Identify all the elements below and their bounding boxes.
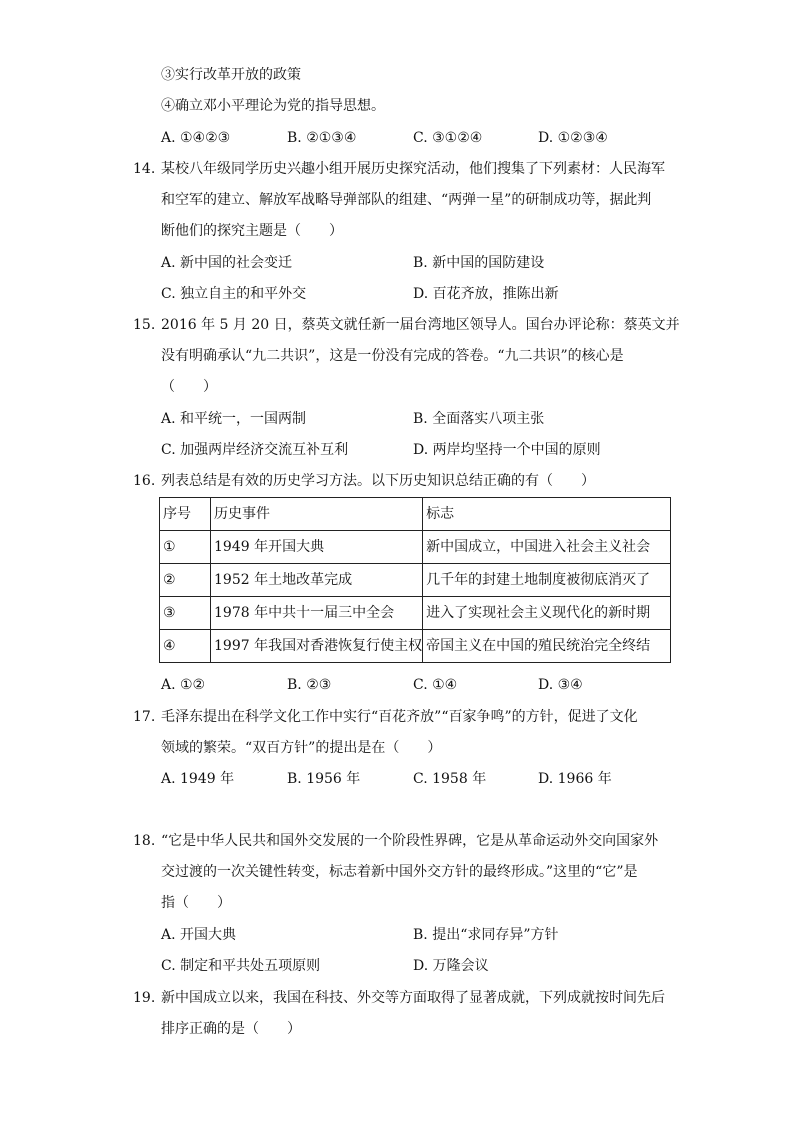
table-header-row <box>160 498 671 531</box>
table-cell: 1949 年开国大典 <box>211 531 423 564</box>
table-cell: 进入了实现社会主义现代化的新时期 <box>423 597 671 630</box>
question-text: 新中国成立以来，我国在科技、外交等方面取得了显著成就，下列成就按时间先后 <box>161 990 665 1006</box>
question-text: 列表总结是有效的历史学习方法。以下历史知识总结正确的有（ ） <box>161 473 595 489</box>
table-cell: ③ <box>160 597 211 630</box>
table-cell: 1952 年土地改革完成 <box>211 564 423 597</box>
question-number: 17. <box>133 709 156 725</box>
option-c: C. 1958 年 <box>413 771 487 787</box>
option-c: C. 加强两岸经济交流互补互利 <box>161 442 349 458</box>
question-text: 断他们的探究主题是（ ） <box>161 223 343 239</box>
question-number: 15. <box>133 317 156 333</box>
question-text: 没有明确承认“九二共识”，这是一份没有完成的答卷。“九二共识”的核心是 <box>161 348 624 364</box>
table-row <box>160 564 671 597</box>
question-text: 领域的繁荣。“双百方针”的提出是在（ ） <box>161 740 442 756</box>
option-a: A. ①④②③ <box>161 130 231 146</box>
table-cell: 几千年的封建土地制度被彻底消灭了 <box>423 564 671 597</box>
question-text: 排序正确的是（ ） <box>161 1021 301 1037</box>
table-header: 标志 <box>423 498 671 531</box>
option-b: B. 新中国的国防建设 <box>413 255 545 271</box>
question-text: 某校八年级同学历史兴趣小组开展历史探究活动，他们搜集了下列素材：人民海军 <box>161 161 665 177</box>
option-a: A. 开国大典 <box>161 927 237 943</box>
table-cell: 新中国成立，中国进入社会主义社会 <box>423 531 671 564</box>
question-text: 指（ ） <box>161 895 231 911</box>
option-d: D. 万隆会议 <box>413 958 489 974</box>
question-number: 14. <box>133 161 156 177</box>
question-number: 16. <box>133 473 156 489</box>
option-a: A. ①② <box>161 677 206 693</box>
option-c: C. 制定和平共处五项原则 <box>161 958 321 974</box>
option-d: D. ③④ <box>538 677 583 693</box>
question-text: （ ） <box>161 379 217 395</box>
option-a: A. 1949 年 <box>161 771 235 787</box>
option-d: D. ①②③④ <box>538 130 608 146</box>
question-number: 19. <box>133 990 156 1006</box>
question-text: “它是中华人民共和国外交发展的一个阶段性界碑，它是从革命运动外交向国家外 <box>161 833 659 849</box>
option-a: A. 新中国的社会变迁 <box>161 255 293 271</box>
question-text: 毛泽东提出在科学文化工作中实行“百花齐放”“百家争鸣”的方针，促进了文化 <box>161 709 638 725</box>
question-text: 交过渡的一次关键性转变，标志着新中国外交方针的最终形成。”这里的“它”是 <box>161 864 638 880</box>
table-cell: 1978 年中共十一届三中全会 <box>211 597 423 630</box>
history-summary-table <box>159 497 671 663</box>
option-b: B. 1956 年 <box>287 771 361 787</box>
table-header: 序号 <box>160 498 211 531</box>
table-row <box>160 630 671 663</box>
table-header: 历史事件 <box>211 498 423 531</box>
table-cell: 1997 年我国对香港恢复行使主权 <box>211 630 423 663</box>
option-c: C. ③①②④ <box>413 130 483 146</box>
question-text: 和空军的建立、解放军战略导弹部队的组建、“两弹一星”的研制成功等，据此判 <box>161 192 652 208</box>
option-b: B. ②①③④ <box>287 130 357 146</box>
option-c: C. 独立自主的和平外交 <box>161 286 307 302</box>
option-a: A. 和平统一，一国两制 <box>161 411 307 427</box>
option-d: D. 百花齐放，推陈出新 <box>413 286 559 302</box>
table-cell: 帝国主义在中国的殖民统治完全终结 <box>423 630 671 663</box>
option-b: B. 全面落实八项主张 <box>413 411 545 427</box>
option-c: C. ①④ <box>413 677 458 693</box>
table-cell: ① <box>160 531 211 564</box>
statement-4: ④确立邓小平理论为党的指导思想。 <box>161 98 385 114</box>
table-row <box>160 531 671 564</box>
statement-3: ③实行改革开放的政策 <box>161 67 301 83</box>
option-d: D. 1966 年 <box>538 771 612 787</box>
option-b: B. 提出“求同存异”方针 <box>413 927 559 943</box>
question-text: 2016 年 5 月 20 日，蔡英文就任新一届台湾地区领导人。国台办评论称：蔡英文并 <box>161 317 680 333</box>
question-number: 18. <box>133 833 156 849</box>
option-d: D. 两岸均坚持一个中国的原则 <box>413 442 601 458</box>
option-b: B. ②③ <box>287 677 332 693</box>
table-row <box>160 597 671 630</box>
table-cell: ④ <box>160 630 211 663</box>
table-cell: ② <box>160 564 211 597</box>
